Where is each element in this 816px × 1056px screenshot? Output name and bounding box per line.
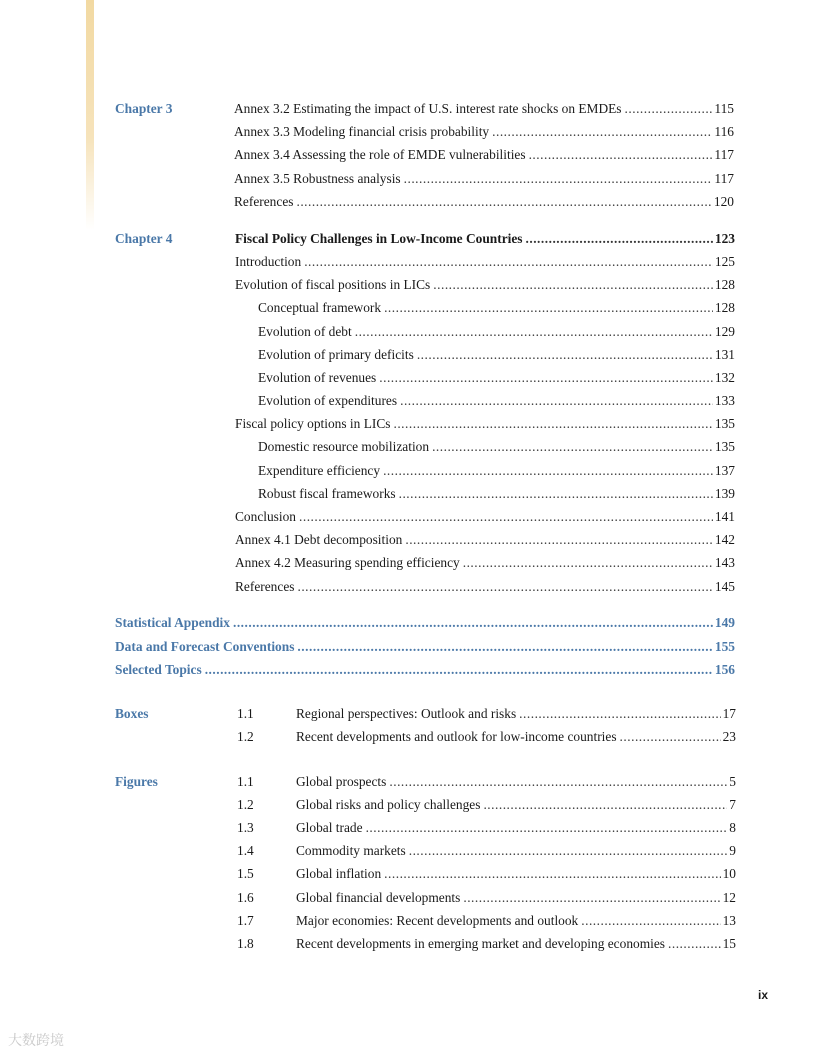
toc-entry-title: Evolution of expenditures — [258, 393, 398, 408]
figure-entry-title: Global financial developments — [296, 890, 461, 905]
toc-entry[interactable] — [235, 577, 735, 597]
toc-entry[interactable] — [235, 530, 735, 550]
toc-entry-page: 123 — [714, 231, 735, 246]
toc-entry[interactable] — [235, 252, 735, 272]
toc-entry-title: Domestic resource mobilization — [258, 439, 430, 454]
figure-entry-title: Global risks and policy challenges — [296, 797, 481, 812]
figure-number: 1.4 — [237, 843, 254, 858]
toc-entry-title: Evolution of debt — [258, 324, 352, 339]
toc-entry-page: 143 — [714, 555, 735, 570]
figure-number: 1.6 — [237, 890, 254, 905]
toc-entry-title: Expenditure efficiency — [258, 463, 381, 478]
toc-entry[interactable] — [235, 414, 735, 434]
toc-chapter-title[interactable] — [235, 229, 735, 249]
toc-section-title: Selected Topics — [115, 662, 202, 677]
toc-entry-page: 128 — [714, 300, 735, 315]
figure-number: 1.3 — [237, 820, 254, 835]
toc-entry[interactable] — [234, 145, 734, 165]
toc-entry-page: 137 — [714, 463, 735, 478]
page-edge-accent — [86, 0, 94, 230]
toc-subentry[interactable] — [258, 484, 735, 504]
toc-entry-title: Fiscal Policy Challenges in Low-Income Countries — [235, 231, 523, 246]
toc-entry-page: 132 — [714, 370, 735, 385]
box-entry-title: Recent developments and outlook for low-income countries — [296, 729, 617, 744]
figure-number: 1.1 — [237, 774, 254, 789]
toc-subentry[interactable] — [258, 298, 735, 318]
toc-entry-page: 139 — [714, 486, 735, 501]
figure-entry-page: 12 — [722, 890, 736, 905]
toc-entry-page: 129 — [714, 324, 735, 339]
toc-entry-page: 135 — [714, 439, 735, 454]
figure-entry-page: 10 — [722, 866, 736, 881]
toc-entry[interactable] — [235, 507, 735, 527]
toc-entry-title: Evolution of revenues — [258, 370, 377, 385]
toc-entry-title: Annex 3.4 Assessing the role of EMDE vulnerabilities — [234, 147, 526, 162]
toc-subentry[interactable] — [258, 391, 735, 411]
toc-entry-title: Annex 3.2 Estimating the impact of U.S. interest rate shocks on EMDEs — [234, 101, 622, 116]
toc-entry-title: Conclusion — [235, 509, 297, 524]
chapter-4-label: Chapter 4 — [115, 231, 173, 246]
box-entry[interactable] — [296, 704, 736, 724]
figure-entry-title: Recent developments in emerging market and developing economies — [296, 936, 666, 951]
watermark: 大数跨境 — [8, 1033, 64, 1049]
figure-entry-title: Global trade — [296, 820, 363, 835]
toc-entry[interactable] — [234, 192, 734, 212]
toc-entry-page: 142 — [714, 532, 735, 547]
toc-entry[interactable] — [234, 169, 734, 189]
toc-entry-title: Annex 3.3 Modeling financial crisis probability — [234, 124, 490, 139]
figure-entry[interactable] — [296, 772, 736, 792]
page-number: ix — [758, 988, 769, 1002]
toc-subentry[interactable] — [258, 345, 735, 365]
toc-entry-page: 135 — [714, 416, 735, 431]
box-entry-page: 17 — [722, 706, 736, 721]
toc-entry-title: Robust fiscal frameworks — [258, 486, 396, 501]
toc-entry-title: Evolution of fiscal positions in LICs — [235, 277, 431, 292]
figure-number: 1.2 — [237, 797, 254, 812]
toc-entry-page: 115 — [714, 101, 734, 116]
toc-entry-page: 117 — [714, 147, 734, 162]
figure-entry-page: 13 — [722, 913, 736, 928]
box-entry-title: Regional perspectives: Outlook and risks — [296, 706, 517, 721]
figure-entry[interactable] — [296, 934, 736, 954]
toc-section-data-conventions[interactable] — [115, 637, 735, 657]
toc-entry-title: Introduction — [235, 254, 302, 269]
box-entry[interactable] — [296, 727, 736, 747]
figure-entry[interactable] — [296, 888, 736, 908]
toc-subentry[interactable] — [258, 368, 735, 388]
toc-entry-page: 116 — [714, 124, 734, 139]
box-number: 1.2 — [237, 729, 254, 744]
figure-entry-title: Global inflation — [296, 866, 382, 881]
toc-section-page: 155 — [714, 639, 735, 654]
toc-section-title: Statistical Appendix — [115, 615, 230, 630]
toc-entry-title: Annex 3.5 Robustness analysis — [234, 171, 401, 186]
figure-entry-page: 8 — [729, 820, 736, 835]
figure-number: 1.8 — [237, 936, 254, 951]
boxes-label: Boxes — [115, 706, 149, 721]
toc-section-title: Data and Forecast Conventions — [115, 639, 295, 654]
figure-entry[interactable] — [296, 795, 736, 815]
toc-entry-title: References — [234, 194, 294, 209]
toc-section-selected-topics[interactable] — [115, 660, 735, 680]
box-entry-page: 23 — [722, 729, 736, 744]
toc-entry-page: 131 — [714, 347, 735, 362]
toc-entry[interactable] — [235, 275, 735, 295]
figure-entry-page: 15 — [722, 936, 736, 951]
figure-entry-title: Commodity markets — [296, 843, 406, 858]
figure-entry-title: Global prospects — [296, 774, 387, 789]
figure-entry[interactable] — [296, 911, 736, 931]
toc-section-page: 156 — [714, 662, 735, 677]
toc-entry-page: 120 — [713, 194, 734, 209]
figure-entry[interactable] — [296, 841, 736, 861]
toc-entry-page: 117 — [714, 171, 734, 186]
toc-subentry[interactable] — [258, 461, 735, 481]
figure-entry-page: 5 — [729, 774, 736, 789]
figure-entry-page: 7 — [729, 797, 736, 812]
figure-entry[interactable] — [296, 864, 736, 884]
toc-subentry[interactable] — [258, 437, 735, 457]
box-number: 1.1 — [237, 706, 254, 721]
toc-entry[interactable] — [234, 122, 734, 142]
toc-entry-title: Fiscal policy options in LICs — [235, 416, 391, 431]
toc-subentry[interactable] — [258, 322, 735, 342]
toc-section-page: 149 — [714, 615, 735, 630]
toc-entry[interactable] — [234, 99, 734, 119]
toc-entry[interactable] — [235, 553, 735, 573]
toc-entry-page: 145 — [714, 579, 735, 594]
toc-entry-title: Conceptual framework — [258, 300, 382, 315]
figure-number: 1.7 — [237, 913, 254, 928]
chapter-3-label: Chapter 3 — [115, 101, 173, 116]
toc-entry-title: Evolution of primary deficits — [258, 347, 414, 362]
figure-entry-title: Major economies: Recent developments and outlook — [296, 913, 579, 928]
figure-entry[interactable] — [296, 818, 736, 838]
figure-number: 1.5 — [237, 866, 254, 881]
toc-entry-title: Annex 4.1 Debt decomposition — [235, 532, 403, 547]
toc-entry-page: 133 — [714, 393, 735, 408]
toc-entry-title: Annex 4.2 Measuring spending efficiency — [235, 555, 460, 570]
figure-entry-page: 9 — [729, 843, 736, 858]
toc-entry-page: 125 — [714, 254, 735, 269]
toc-section-statistical-appendix[interactable] — [115, 613, 735, 633]
figures-label: Figures — [115, 774, 158, 789]
toc-entry-page: 128 — [714, 277, 735, 292]
toc-entry-title: References — [235, 579, 295, 594]
toc-entry-page: 141 — [714, 509, 735, 524]
